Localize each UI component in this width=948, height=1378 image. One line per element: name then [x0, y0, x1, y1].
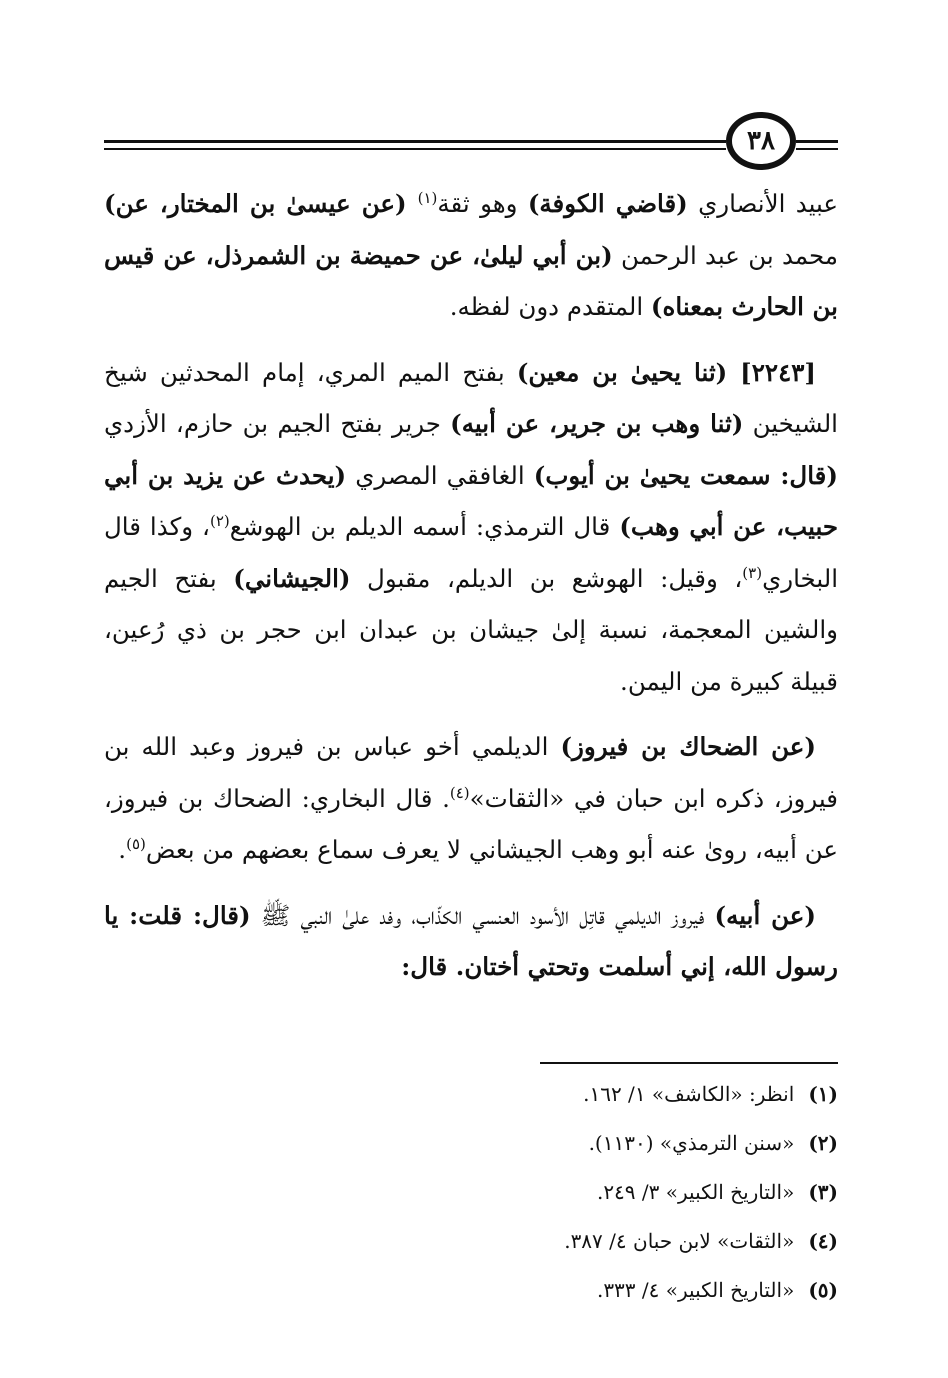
footnote-text: «التاريخ الكبير» ٤/ ٣٣٣. — [596, 1278, 795, 1302]
text-run: ، وكذا قال البخاري — [104, 512, 839, 593]
header-rule-left — [104, 140, 726, 143]
text-run: محمد بن عبد الرحمن — [612, 240, 838, 270]
footnote-item — [300, 1070, 838, 1119]
footnote-separator — [540, 1062, 838, 1064]
footnotes — [300, 1070, 838, 1315]
footnote-number: (١) — [808, 1082, 838, 1106]
footnote-ref: (٢) — [209, 511, 230, 530]
paragraph — [104, 178, 838, 333]
footnote-text: «التاريخ الكبير» ٣/ ٢٤٩. — [596, 1180, 795, 1204]
text-run: (قاضي الكوفة) — [527, 189, 688, 218]
footnote-number: (٣) — [808, 1180, 838, 1204]
page-header — [104, 112, 838, 172]
footnote-ref: (١) — [417, 188, 438, 207]
text-run: ، وقيل: الهوشع بن الديلم، مقبول — [350, 563, 743, 593]
text-run: [٢٢٤٣] (ثنا يحيىٰ بن معين) — [516, 357, 816, 387]
footnote-item — [300, 1119, 838, 1168]
text-run: . — [118, 835, 127, 864]
text-run: بفتح الميم المري، إمام المحدثين شيخ الشيخين — [104, 357, 838, 438]
text-run: (الجيشاني) — [233, 563, 351, 593]
paragraph — [104, 347, 838, 708]
paragraph — [104, 721, 838, 876]
text-run: (قال: سمعت يحيىٰ بن أيوب) — [533, 460, 838, 490]
text-run: (عن عيسىٰ بن المختار، عن) — [104, 189, 418, 218]
text-run: المتقدم دون لفظه. — [449, 292, 651, 321]
text-run: الديلمي أخو عباس بن فيروز وعبد الله بن فيروز، ذكره ابن حبان في «الثقات» — [104, 732, 838, 813]
footnote-ref: (٤) — [449, 783, 470, 802]
footnote-number: (٢) — [808, 1131, 838, 1155]
text-run: (يحدث عن يزيد بن أبي حبيب، عن أبي وهب) — [104, 460, 839, 541]
header-rule-left-thin — [104, 148, 726, 150]
text-run: الغافقي المصري — [346, 460, 534, 490]
header-rule-right-thin — [796, 148, 838, 150]
text-run: . قال البخاري: الضحاك بن فيروز، عن أبيه، روىٰ عنه أبو وهب الجيشاني لا يعرف سماع بعضهم من بعض — [104, 783, 838, 864]
text-run: قال الترمذي: أسمه الديلم بن الهوشع — [229, 512, 620, 541]
text-run: فيروز الديلمي قاتِل الأسود العنسي الكذّاب، وفد علىٰ النبي ﷺ — [250, 900, 715, 930]
footnote-number: (٤) — [808, 1229, 838, 1253]
footnote-ref: (٣) — [742, 563, 763, 582]
footnote-text: «سنن الترمذي» (١١٣٠). — [588, 1131, 795, 1155]
footnote-text: انظر: «الكاشف» ١/ ١٦٢. — [583, 1082, 795, 1106]
text-run: وهو ثقة — [437, 189, 528, 218]
text-run: (بن أبي ليلىٰ، عن حميضة بن الشمرذل، عن قيس بن الحارث بمعناه) — [104, 240, 838, 321]
footnote-item — [300, 1266, 838, 1315]
header-rule-right — [796, 140, 838, 143]
footnote-item — [300, 1168, 838, 1217]
text-run: جرير بفتح الجيم بن حازم، الأزدي — [104, 409, 451, 438]
footnote-text: «الثقات» لابن حبان ٤/ ٣٨٧. — [564, 1229, 795, 1253]
text-run: بفتح الجيم والشين المعجمة، نسبة إلىٰ جيشان بن عبدان ابن حجر بن ذي رُعين، قبيلة كبيرة من اليمن. — [104, 563, 838, 696]
paragraph — [104, 890, 838, 993]
footnote-ref: (٥) — [126, 834, 146, 853]
text-run: عبيد الأنصاري — [687, 189, 838, 218]
main-text — [104, 178, 838, 1007]
footnote-number: (٥) — [808, 1278, 838, 1302]
page-number: ٣٨ — [726, 112, 796, 170]
text-run: (ثنا وهب بن جرير، عن أبيه) — [450, 409, 744, 438]
footnote-item — [300, 1217, 838, 1266]
text-run: (قال: قلت: يا رسول الله، إني أسلمت وتحتي أختان. قال: — [104, 900, 838, 981]
text-run: (عن الضحاك بن فيروز) — [560, 732, 816, 761]
text-run: (عن أبيه) — [714, 900, 816, 930]
